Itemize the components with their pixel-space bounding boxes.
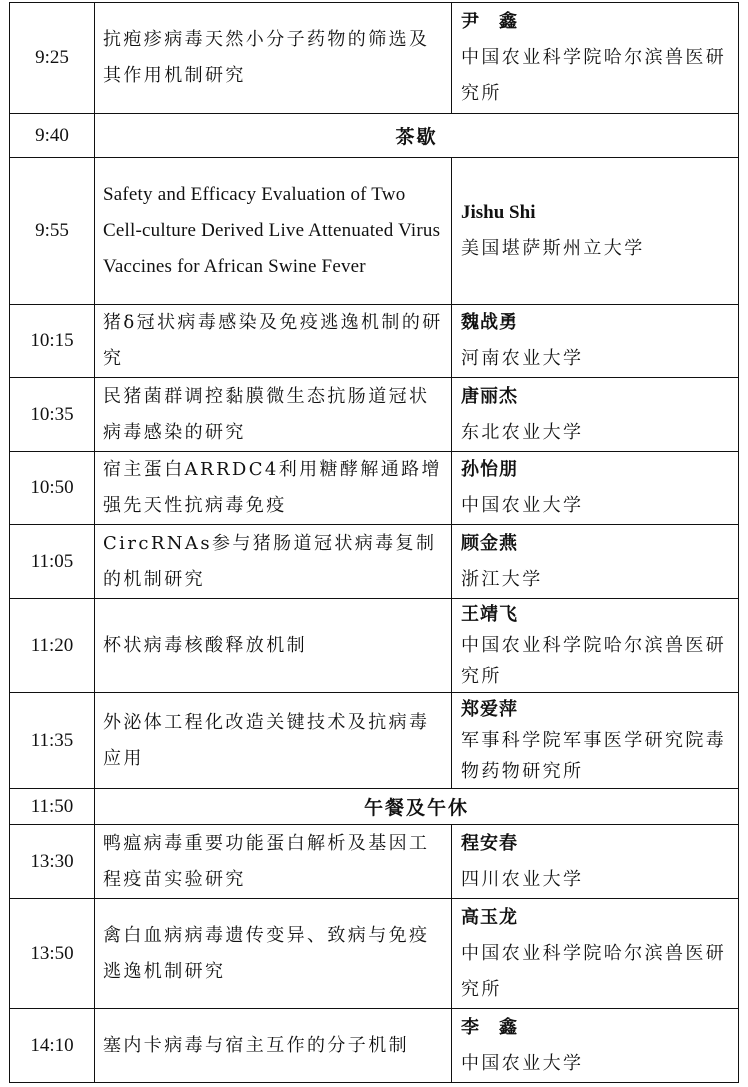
speaker-name: 高玉龙 bbox=[461, 906, 518, 928]
speaker-affiliation: 中国农业大学 bbox=[461, 495, 584, 516]
break-label: 茶歇 bbox=[95, 114, 739, 158]
speaker-affiliation: 中国农业科学院哈尔滨兽医研究所 bbox=[461, 635, 727, 687]
time-cell: 10:15 bbox=[10, 305, 95, 378]
table-row bbox=[10, 1009, 739, 1083]
time-cell: 11:35 bbox=[10, 693, 95, 789]
talk-title: 民猪菌群调控黏膜微生态抗肠道冠状病毒感染的研究 bbox=[95, 378, 452, 452]
speaker-name: 魏战勇 bbox=[461, 312, 518, 333]
table-row bbox=[10, 525, 739, 599]
table-row bbox=[10, 899, 739, 1009]
speaker-cell bbox=[452, 599, 739, 693]
talk-title: 禽白血病病毒遗传变异、致病与免疫逃逸机制研究 bbox=[95, 899, 452, 1009]
speaker-affiliation: 浙江大学 bbox=[461, 568, 543, 590]
speaker-name: 孙怡朋 bbox=[461, 459, 518, 480]
table-row bbox=[10, 114, 739, 158]
speaker-cell bbox=[452, 525, 739, 599]
talk-title: 猪δ冠状病毒感染及免疫逃逸机制的研究 bbox=[95, 305, 452, 378]
time-cell: 11:05 bbox=[10, 525, 95, 599]
time-cell: 11:20 bbox=[10, 599, 95, 693]
table-row bbox=[10, 305, 739, 378]
time-cell: 9:40 bbox=[10, 114, 95, 158]
speaker-cell bbox=[452, 305, 739, 378]
talk-title: 抗疱疹病毒天然小分子药物的筛选及其作用机制研究 bbox=[95, 3, 452, 114]
table-row bbox=[10, 158, 739, 305]
talk-title: CircRNAs参与猪肠道冠状病毒复制的机制研究 bbox=[95, 525, 452, 599]
speaker-cell bbox=[452, 378, 739, 452]
talk-title: 塞内卡病毒与宿主互作的分子机制 bbox=[95, 1009, 452, 1083]
speaker-name: 唐丽杰 bbox=[461, 385, 518, 407]
speaker-name: 程安春 bbox=[461, 832, 518, 854]
speaker-cell bbox=[452, 3, 739, 114]
speaker-name: 王靖飞 bbox=[461, 604, 518, 625]
talk-title: 鸭瘟病毒重要功能蛋白解析及基因工程疫苗实验研究 bbox=[95, 825, 452, 899]
speaker-cell bbox=[452, 693, 739, 789]
time-cell: 10:50 bbox=[10, 452, 95, 525]
table-row bbox=[10, 599, 739, 693]
speaker-affiliation: 中国农业科学院哈尔滨兽医研究所 bbox=[461, 942, 727, 1000]
time-cell: 9:25 bbox=[10, 3, 95, 114]
speaker-cell bbox=[452, 158, 739, 305]
time-cell: 10:35 bbox=[10, 378, 95, 452]
table-row bbox=[10, 825, 739, 899]
speaker-affiliation: 中国农业大学 bbox=[461, 1052, 584, 1074]
time-cell: 13:50 bbox=[10, 899, 95, 1009]
speaker-name: Jishu Shi bbox=[461, 202, 536, 223]
speaker-cell bbox=[452, 452, 739, 525]
table-row bbox=[10, 789, 739, 825]
time-cell: 11:50 bbox=[10, 789, 95, 825]
break-label: 午餐及午休 bbox=[95, 789, 739, 825]
speaker-name: 尹 鑫 bbox=[461, 11, 518, 32]
talk-title: Safety and Efficacy Evaluation of Two Cell-culture Derived Live Attenuated Virus Vaccines for African Swine Fever bbox=[95, 158, 452, 305]
time-cell: 13:30 bbox=[10, 825, 95, 899]
speaker-cell bbox=[452, 1009, 739, 1083]
schedule-table bbox=[9, 2, 739, 1083]
speaker-cell bbox=[452, 825, 739, 899]
table-row bbox=[10, 378, 739, 452]
talk-title: 杯状病毒核酸释放机制 bbox=[95, 599, 452, 693]
speaker-cell bbox=[452, 899, 739, 1009]
speaker-affiliation: 美国堪萨斯州立大学 bbox=[461, 238, 645, 259]
table-row bbox=[10, 452, 739, 525]
talk-title: 外泌体工程化改造关键技术及抗病毒应用 bbox=[95, 693, 452, 789]
speaker-affiliation: 河南农业大学 bbox=[461, 348, 584, 369]
talk-title: 宿主蛋白ARRDC4利用糖酵解通路增强先天性抗病毒免疫 bbox=[95, 452, 452, 525]
time-cell: 14:10 bbox=[10, 1009, 95, 1083]
speaker-affiliation: 四川农业大学 bbox=[461, 868, 584, 890]
speaker-affiliation: 军事科学院军事医学研究院毒物药物研究所 bbox=[461, 730, 727, 782]
speaker-name: 顾金燕 bbox=[461, 532, 518, 554]
speaker-name: 郑爱萍 bbox=[461, 699, 518, 720]
speaker-affiliation: 中国农业科学院哈尔滨兽医研究所 bbox=[461, 47, 727, 104]
speaker-name: 李 鑫 bbox=[461, 1016, 518, 1038]
table-row bbox=[10, 693, 739, 789]
speaker-affiliation: 东北农业大学 bbox=[461, 421, 584, 443]
time-cell: 9:55 bbox=[10, 158, 95, 305]
table-row bbox=[10, 3, 739, 114]
